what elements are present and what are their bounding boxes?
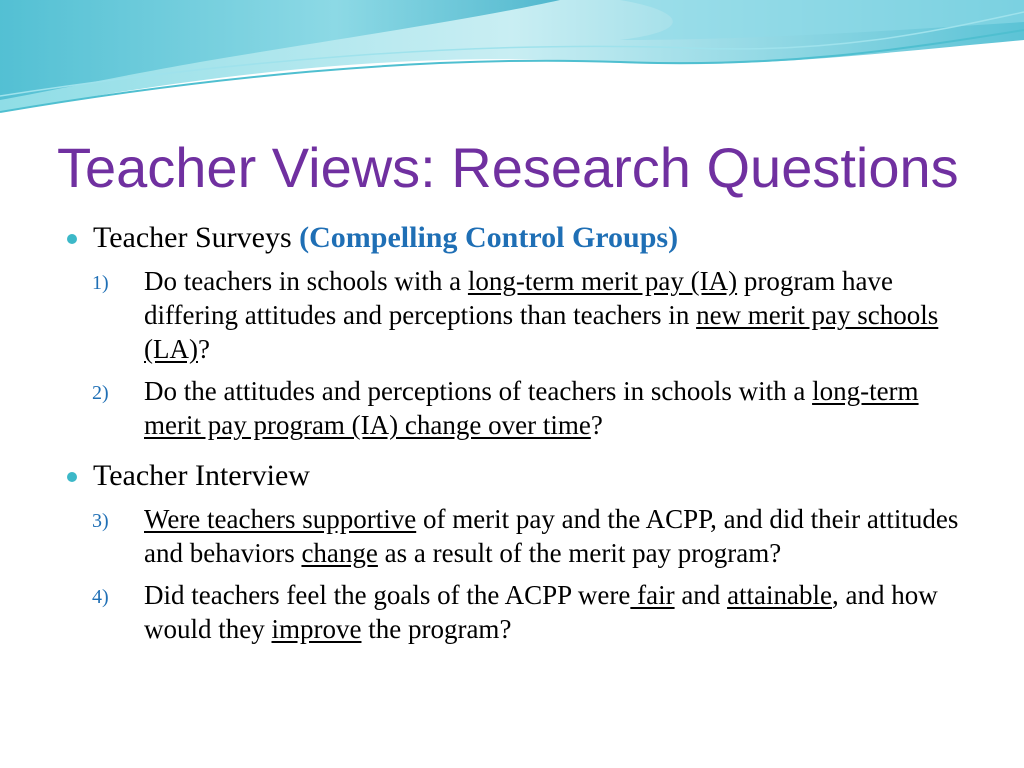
question-underlined: long-term merit pay program (IA) change over time xyxy=(144,376,919,440)
bullet-label: Teacher Interview xyxy=(93,459,310,492)
bullet-teacher-surveys xyxy=(60,220,980,256)
question-text: , and how would they xyxy=(144,580,938,644)
question-text: Do the attitudes and perceptions of teachers in schools with a xyxy=(144,376,813,406)
question-item-3 xyxy=(60,502,980,570)
question-text: program have differing attitudes and perceptions than teachers in xyxy=(144,266,894,330)
question-number: 3) xyxy=(92,510,109,532)
bullet-accent: (Compelling Control Groups) xyxy=(299,221,679,254)
question-item-2 xyxy=(60,374,980,442)
section-teacher-surveys xyxy=(60,220,980,442)
slide-title: Teacher Views: Research Questions xyxy=(57,136,959,199)
bullet-dot-icon xyxy=(67,234,77,244)
question-list xyxy=(60,264,980,442)
question-text: and xyxy=(674,580,728,610)
bullet-teacher-interview xyxy=(60,458,980,494)
question-underlined: change xyxy=(301,538,378,568)
question-underlined: attainable xyxy=(727,580,833,610)
question-underlined: long-term merit pay (IA) xyxy=(467,266,738,296)
question-text: of merit pay and the ACPP, and did their attitudes and behaviors xyxy=(144,504,959,568)
question-underlined: Were teachers supportive xyxy=(144,504,417,534)
question-number: 1) xyxy=(92,272,109,294)
bullet-label: Teacher Surveys xyxy=(93,221,300,254)
question-text: the program? xyxy=(361,614,512,644)
question-item-4 xyxy=(60,578,980,646)
question-text: as a result of the merit pay program? xyxy=(377,538,782,568)
question-number: 2) xyxy=(92,382,109,404)
question-text: Do teachers in schools with a xyxy=(144,266,468,296)
question-text: Did teachers feel the goals of the ACPP were xyxy=(144,580,631,610)
question-list xyxy=(60,502,980,646)
question-underlined: improve xyxy=(271,614,362,644)
question-underlined: fair xyxy=(630,580,675,610)
question-underlined: new merit pay schools (LA) xyxy=(144,300,939,364)
question-number: 4) xyxy=(92,586,109,608)
question-item-1 xyxy=(60,264,980,366)
section-teacher-interview xyxy=(60,458,980,646)
slide-content xyxy=(60,220,980,654)
question-text: ? xyxy=(590,410,603,440)
question-text: ? xyxy=(197,334,210,364)
wave-decoration xyxy=(0,0,1024,130)
bullet-dot-icon xyxy=(67,472,77,482)
